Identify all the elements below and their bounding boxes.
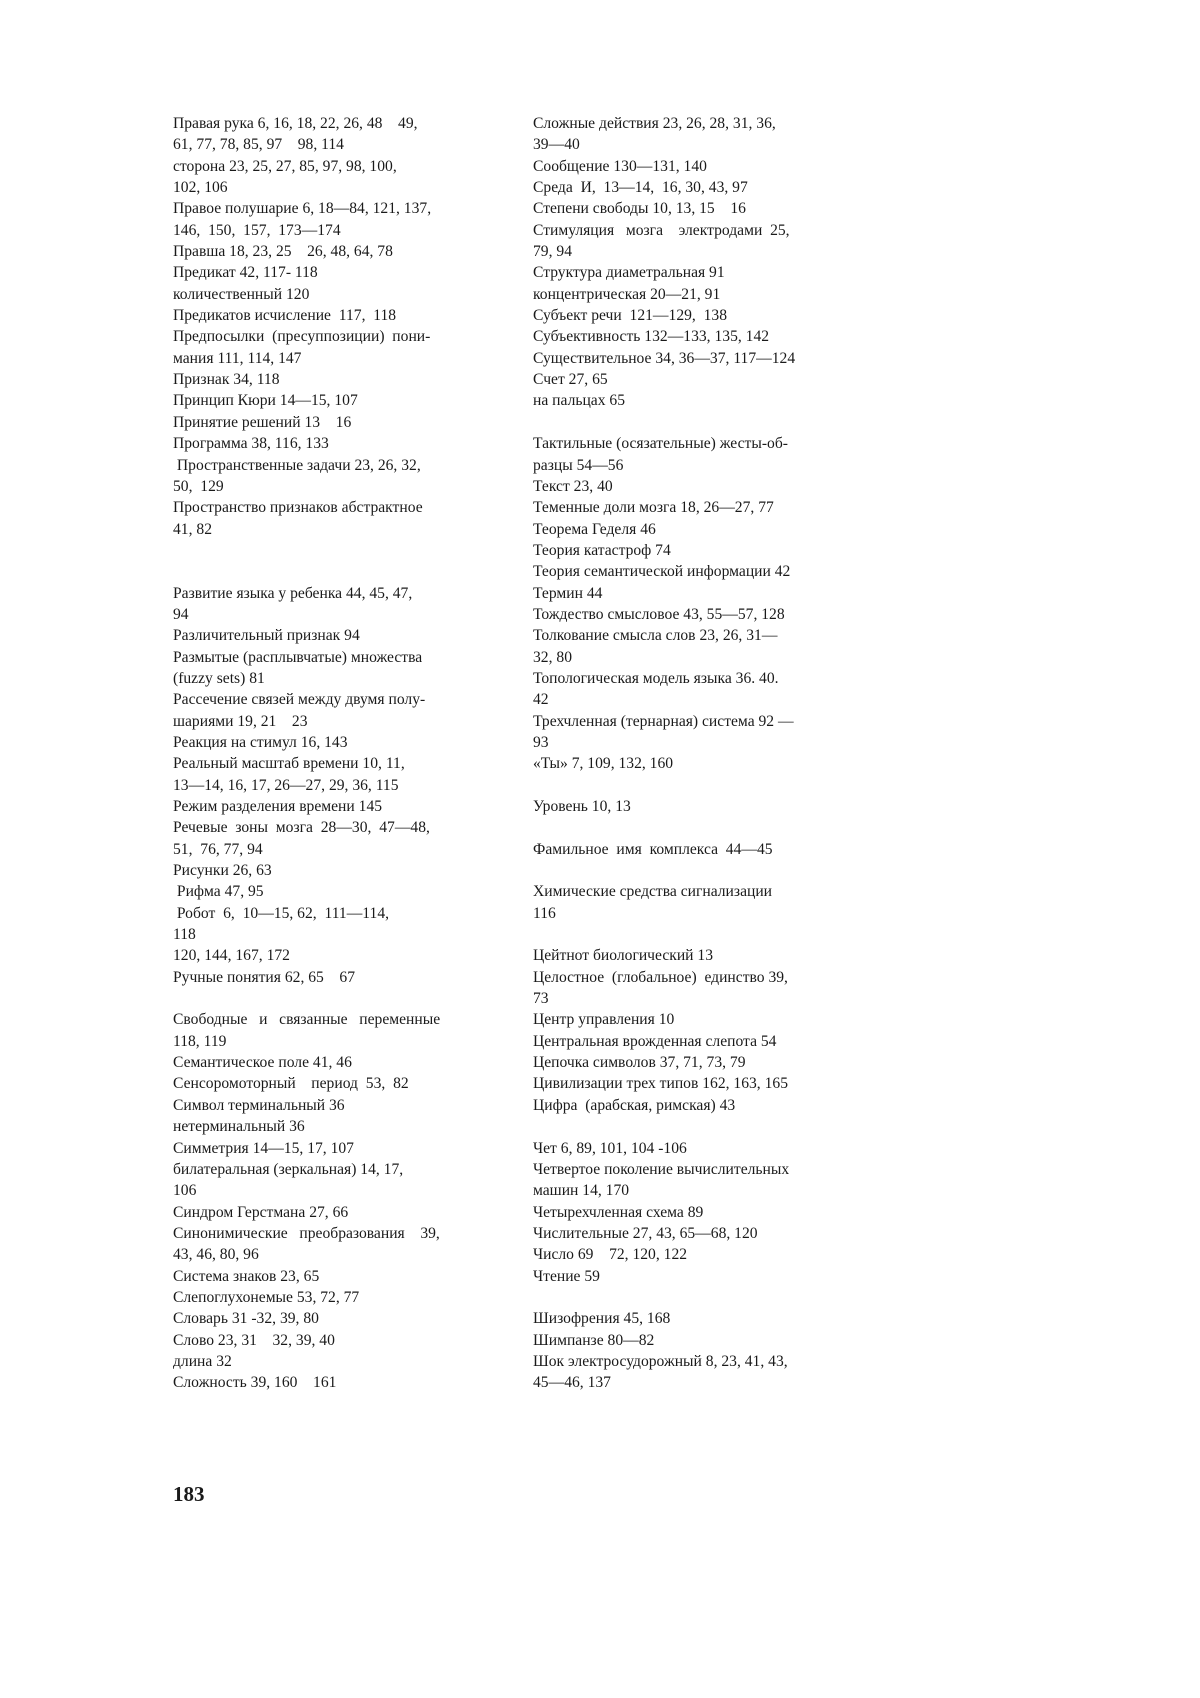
index-entry: Речевые зоны мозга 28—30, 47—48, — [173, 819, 430, 837]
index-entry: 146, 150, 157, 173—174 — [173, 221, 341, 239]
index-entry: 39—40 — [533, 136, 580, 154]
index-entry: длина 32 — [173, 1352, 232, 1370]
index-entry: Правша 18, 23, 25 26, 48, 64, 78 — [173, 243, 393, 261]
index-entry: сторона 23, 25, 27, 85, 97, 98, 100, — [173, 157, 397, 175]
index-entry: Теория катастроф 74 — [533, 541, 671, 559]
index-entry: Свободные и связанные переменные — [173, 1011, 441, 1029]
index-entry: Синдром Герстмана 27, 66 — [173, 1203, 349, 1221]
index-entry: Симметрия 14—15, 17, 107 — [173, 1139, 354, 1157]
index-entry: Текст 23, 40 — [533, 477, 613, 495]
index-entry: Структура диаметральная 91 — [533, 264, 725, 282]
index-entry: 102, 106 — [173, 179, 228, 197]
index-entry: Реакция на стимул 16, 143 — [173, 733, 348, 751]
index-entry: Рифма 47, 95 — [173, 883, 264, 901]
index-entry: 94 — [173, 605, 189, 623]
index-entry: Цейтнот биологический 13 — [533, 947, 714, 965]
index-entry: Семантическое поле 41, 46 — [173, 1054, 352, 1072]
index-entry: Принцип Кюри 14—15, 107 — [173, 392, 358, 410]
blank-line — [173, 988, 503, 1009]
index-entry: 13—14, 16, 17, 26—27, 29, 36, 115 — [173, 776, 399, 794]
index-entry: 42 — [533, 691, 549, 709]
index-entry: Уровень 10, 13 — [533, 798, 631, 815]
index-entry: Принятие решений 13 16 — [173, 413, 352, 431]
index-entry: Предпосылки (пресуппозиции) пони- — [173, 328, 431, 346]
index-entry: Сложные действия 23, 26, 28, 31, 36, — [533, 115, 776, 132]
index-entry: Четвертое поколение вычислительных — [533, 1160, 790, 1178]
index-entry: Термин 44 — [533, 584, 603, 602]
index-entry: Теменные доли мозга 18, 26—27, 77 — [533, 499, 774, 517]
index-entry: Теория семантической информации 42 — [533, 563, 791, 581]
index-entry: Толкование смысла слов 23, 26, 31— — [533, 627, 778, 645]
index-entry: 118 — [173, 926, 196, 944]
index-entry: Пространство признаков абстрактное — [173, 499, 423, 517]
index-entry: Правое полушарие 6, 18—84, 121, 137, — [173, 200, 432, 218]
blank-line — [173, 561, 503, 582]
index-entry: Среда И, 13—14, 16, 30, 43, 97 — [533, 179, 748, 197]
index-entry: концентрическая 20—21, 91 — [533, 285, 721, 303]
index-entry: Число 69 72, 120, 122 — [533, 1246, 688, 1264]
index-entry: (fuzzy sets) 81 — [173, 669, 265, 687]
index-entry: Центр управления 10 — [533, 1011, 675, 1029]
blank-line — [533, 412, 838, 433]
index-entry: Развитие языка у ребенка 44, 45, 47, — [173, 584, 413, 602]
index-entry: Синонимические преобразования 39, — [173, 1224, 440, 1242]
index-entry: Цивилизации трех типов 162, 163, 165 — [533, 1075, 788, 1093]
index-entry: Топологическая модель языка 36. 40. — [533, 669, 779, 687]
index-entry: 61, 77, 78, 85, 97 98, 114 — [173, 136, 344, 154]
index-entry: Трехчленная (тернарная) система 92 — — [533, 712, 794, 730]
index-entry: Субъект речи 121—129, 138 — [533, 307, 727, 325]
index-entry: 93 — [533, 733, 549, 751]
index-entry: Центральная врожденная слепота 54 — [533, 1032, 777, 1050]
index-entry: билатеральная (зеркальная) 14, 17, — [173, 1160, 404, 1178]
index-entry: Чтение 59 — [533, 1267, 600, 1285]
index-entry: на пальцах 65 — [533, 392, 626, 410]
index-entry: Цепочка символов 37, 71, 73, 79 — [533, 1054, 746, 1072]
index-entry: 116 — [533, 904, 556, 922]
index-entry: Режим разделения времени 145 — [173, 798, 383, 815]
index-entry: «Ты» 7, 109, 132, 160 — [533, 755, 674, 773]
index-entry: машин 14, 170 — [533, 1182, 630, 1200]
index-entry: Цифра (арабская, римская) 43 — [533, 1096, 736, 1114]
index-entry: Тактильные (осязательные) жесты-об- — [533, 435, 788, 453]
index-entry: Счет 27, 65 — [533, 371, 608, 389]
index-entry: Рисунки 26, 63 — [173, 862, 272, 880]
index-entry: Сложность 39, 160 161 — [173, 1374, 337, 1392]
index-entry: Ручные понятия 62, 65 67 — [173, 968, 356, 986]
blank-line — [533, 775, 838, 796]
index-entry: Числительные 27, 43, 65—68, 120 — [533, 1224, 758, 1242]
index-entry: 41, 82 — [173, 520, 212, 538]
blank-line — [533, 1116, 838, 1137]
blank-line — [533, 1287, 838, 1308]
index-entry: 118, 119 — [173, 1032, 227, 1050]
index-entry: Слепоглухонемые 53, 72, 77 — [173, 1288, 360, 1306]
index-entry: Размытые (расплывчатые) множества — [173, 648, 423, 666]
blank-line — [533, 860, 838, 881]
index-entry: Шизофрения 45, 168 — [533, 1310, 671, 1328]
index-entry: Чет 6, 89, 101, 104 -106 — [533, 1139, 687, 1157]
index-entry: Существительное 34, 36—37, 117—124 — [533, 349, 796, 367]
index-entry: 51, 76, 77, 94 — [173, 840, 263, 858]
blank-line — [173, 540, 503, 561]
index-entry: разцы 54—56 — [533, 456, 624, 474]
index-entry: Химические средства сигнализации — [533, 883, 773, 901]
index-entry: 43, 46, 80, 96 — [173, 1246, 259, 1264]
index-entry: Предикат 42, 117- 118 — [173, 264, 318, 282]
index-entry: 32, 80 — [533, 648, 572, 666]
index-entry: Тождество смысловое 43, 55—57, 128 — [533, 605, 785, 623]
index-entry: Символ терминальный 36 — [173, 1096, 345, 1114]
index-entry: 73 — [533, 990, 549, 1008]
index-entry: шариями 19, 21 23 — [173, 712, 308, 730]
index-entry: Шок электросудорожный 8, 23, 41, 43, — [533, 1352, 788, 1370]
blank-line — [533, 817, 838, 838]
index-entry: Целостное (глобальное) единство 39, — [533, 968, 788, 986]
index-entry: Предикатов исчисление 117, 118 — [173, 307, 397, 325]
index-entry: 120, 144, 167, 172 — [173, 947, 290, 965]
index-entry: Слово 23, 31 32, 39, 40 — [173, 1331, 335, 1349]
index-entry: Робот 6, 10—15, 62, 111—114, — [173, 904, 390, 922]
index-entry: количественный 120 — [173, 285, 310, 303]
index-entry: 50, 129 — [173, 477, 224, 495]
index-entry: Степени свободы 10, 13, 15 16 — [533, 200, 746, 218]
index-entry: мания 111, 114, 147 — [173, 349, 302, 367]
index-entry: Правая рука 6, 16, 18, 22, 26, 48 49, — [173, 115, 418, 132]
index-entry: 106 — [173, 1182, 197, 1200]
index-entry: Словарь 31 -32, 39, 80 — [173, 1310, 319, 1328]
index-entry: Сенсоромоторный период 53, 82 — [173, 1075, 409, 1093]
index-entry: нетерминальный 36 — [173, 1118, 305, 1136]
index-entry: Программа 38, 116, 133 — [173, 435, 329, 453]
index-entry: Стимуляция мозга электродами 25, — [533, 221, 790, 239]
index-entry: Теорема Геделя 46 — [533, 520, 656, 538]
index-entry: 45—46, 137 — [533, 1374, 611, 1392]
blank-line — [533, 924, 838, 945]
index-entry: 79, 94 — [533, 243, 572, 261]
index-entry: Система знаков 23, 65 — [173, 1267, 320, 1285]
index-entry: Четырехчленная схема 89 — [533, 1203, 704, 1221]
index-entry: Пространственные задачи 23, 26, 32, — [173, 456, 421, 474]
index-entry: Признак 34, 118 — [173, 371, 280, 389]
index-entry: Сообщение 130—131, 140 — [533, 157, 707, 175]
index-entry: Фамильное имя комплекса 44—45 — [533, 840, 773, 858]
index-column-left — [173, 113, 503, 1394]
index-entry: Различительный признак 94 — [173, 627, 360, 645]
page-number: 183 — [173, 1482, 205, 1506]
index-entry: Рассечение связей между двумя полу- — [173, 691, 426, 709]
index-entry: Шимпанзе 80—82 — [533, 1331, 655, 1349]
index-column-right — [533, 113, 838, 1394]
index-entry: Субъективность 132—133, 135, 142 — [533, 328, 770, 346]
index-entry: Реальный масштаб времени 10, 11, — [173, 755, 405, 773]
